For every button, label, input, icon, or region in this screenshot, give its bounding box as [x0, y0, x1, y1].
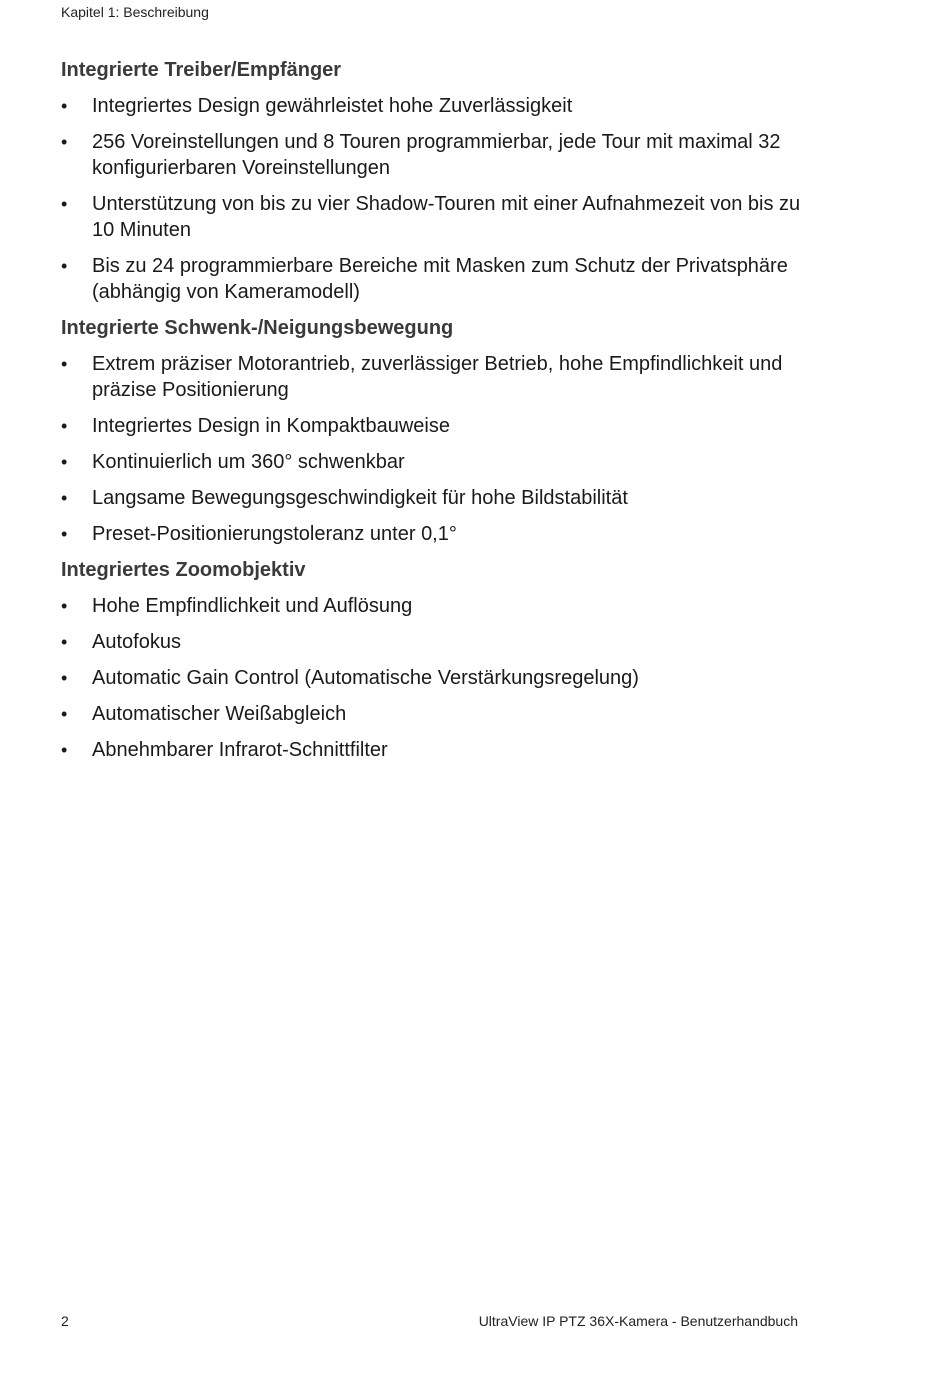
list-item-text: Hohe Empfindlichkeit und Auflösung: [92, 595, 413, 617]
list-item: [61, 253, 821, 305]
list-item-text: Integriertes Design in Kompaktbauweise: [92, 415, 450, 437]
list-item: [61, 413, 821, 439]
list-item-text: Unterstützung von bis zu vier Shadow-Touren mit einer Aufnahmezeit von bis zu 10 Minuten: [92, 193, 801, 241]
list-item: [61, 93, 821, 119]
list-item: [61, 701, 821, 727]
list-item-text: Bis zu 24 programmierbare Bereiche mit Masken zum Schutz der Privatsphäre (abhängig von Kameramodell): [92, 255, 788, 303]
list-item: [61, 737, 821, 763]
bullet-icon: •: [61, 596, 68, 616]
feature-list: [61, 593, 821, 763]
bullet-icon: •: [61, 452, 68, 472]
list-item-text: Preset-Positionierungstoleranz unter 0,1°: [92, 523, 457, 545]
bullet-icon: •: [61, 132, 68, 152]
bullet-icon: •: [61, 632, 68, 652]
section-heading: Integrierte Schwenk-/Neigungsbewegung: [61, 317, 454, 339]
list-item-text: Automatischer Weißabgleich: [92, 703, 347, 725]
section-drivers-receivers: [61, 57, 821, 305]
feature-list: [61, 93, 821, 305]
list-item: [61, 521, 821, 547]
list-item: [61, 449, 821, 475]
bullet-icon: •: [61, 354, 68, 374]
feature-list: [61, 351, 821, 547]
bullet-icon: •: [61, 668, 68, 688]
list-item-text: Automatic Gain Control (Automatische Verstärkungsregelung): [92, 667, 639, 689]
list-item: [61, 665, 821, 691]
bullet-icon: •: [61, 194, 68, 214]
list-item: [61, 593, 821, 619]
page-number: 2: [61, 1313, 69, 1329]
bullet-icon: •: [61, 740, 68, 760]
list-item-text: 256 Voreinstellungen und 8 Touren programmierbar, jede Tour mit maximal 32 konfigurierbaren Voreinstellungen: [92, 131, 781, 179]
bullet-icon: •: [61, 488, 68, 508]
document-body: [61, 57, 821, 773]
list-item-text: Autofokus: [92, 631, 181, 653]
bullet-icon: •: [61, 256, 68, 276]
running-header: Kapitel 1: Beschreibung: [61, 4, 209, 20]
bullet-icon: •: [61, 704, 68, 724]
list-item-text: Integriertes Design gewährleistet hohe Zuverlässigkeit: [92, 95, 573, 117]
section-heading: Integriertes Zoomobjektiv: [61, 559, 306, 581]
list-item: [61, 485, 821, 511]
list-item: [61, 191, 821, 243]
section-heading: Integrierte Treiber/Empfänger: [61, 59, 342, 81]
list-item-text: Langsame Bewegungsgeschwindigkeit für hohe Bildstabilität: [92, 487, 628, 509]
section-zoom-lens: [61, 557, 821, 763]
bullet-icon: •: [61, 524, 68, 544]
bullet-icon: •: [61, 416, 68, 436]
footer-document-title: UltraView IP PTZ 36X-Kamera - Benutzerhandbuch: [478, 1313, 798, 1329]
list-item: [61, 351, 821, 403]
list-item: [61, 129, 821, 181]
list-item-text: Abnehmbarer Infrarot-Schnittfilter: [92, 739, 388, 761]
section-pan-tilt: [61, 315, 821, 547]
bullet-icon: •: [61, 96, 68, 116]
list-item-text: Kontinuierlich um 360° schwenkbar: [92, 451, 405, 473]
list-item-text: Extrem präziser Motorantrieb, zuverlässiger Betrieb, hohe Empfindlichkeit und präzise Positionierung: [92, 353, 783, 401]
list-item: [61, 629, 821, 655]
